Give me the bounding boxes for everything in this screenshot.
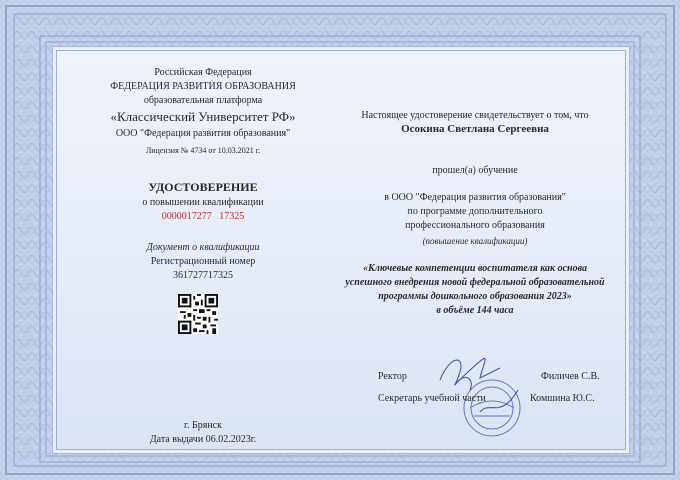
program-type: (повышение квалификации) (422, 236, 528, 246)
university-name: «Классический Университет РФ» (110, 109, 296, 124)
federation: ФЕДЕРАЦИЯ РАЗВИТИЯ ОБРАЗОВАНИЯ (110, 81, 296, 92)
recipient-name: Осокина Светлана Сергеевна (401, 123, 549, 135)
organization: ООО "Федерация развития образования" (115, 128, 291, 139)
course-title-line-2: успешного внедрения новой федеральной образовательной (345, 277, 605, 288)
city: г. Брянск (184, 420, 222, 431)
program-line-2: профессионального образования (405, 220, 545, 231)
rector-name: Филичев С.В. (541, 371, 600, 382)
platform-label: образовательная платформа (143, 95, 263, 106)
course-title-line-3: программы дошкольного образования 2023» (378, 291, 572, 302)
program-line-1: по программе дополнительного (407, 206, 543, 217)
course-hours: в объёме 144 часа (436, 305, 514, 316)
qr-code-icon (178, 294, 218, 334)
document-title: УДОСТОВЕРЕНИЕ (148, 180, 258, 194)
certifies-text: Настоящее удостоверение свидетельствует о том, что (361, 110, 589, 121)
registration-label: Регистрационный номер (150, 256, 256, 267)
rector-label: Ректор (378, 371, 407, 382)
issue-date: Дата выдачи 06.02.2023г. (149, 434, 257, 445)
license: Лицензия № 4734 от 10.03.2021 г. (145, 146, 261, 155)
country: Российская Федерация (154, 67, 252, 78)
completed-text: прошел(а) обучение (432, 165, 518, 176)
qualification-document: Документ о квалификации (146, 242, 260, 253)
secretary-label: Секретарь учебной части (378, 393, 486, 404)
registration-number: 361727717325 (173, 270, 233, 281)
secretary-name: Комшина Ю.С. (530, 393, 595, 404)
course-title-line-1: «Ключевые компетенции воспитателя как основа (362, 263, 588, 274)
organization-line: в ООО "Федерация развития образования" (384, 192, 566, 203)
document-number: 0000017277 17325 (161, 211, 245, 222)
document-subtitle: о повышении квалификации (142, 197, 264, 208)
